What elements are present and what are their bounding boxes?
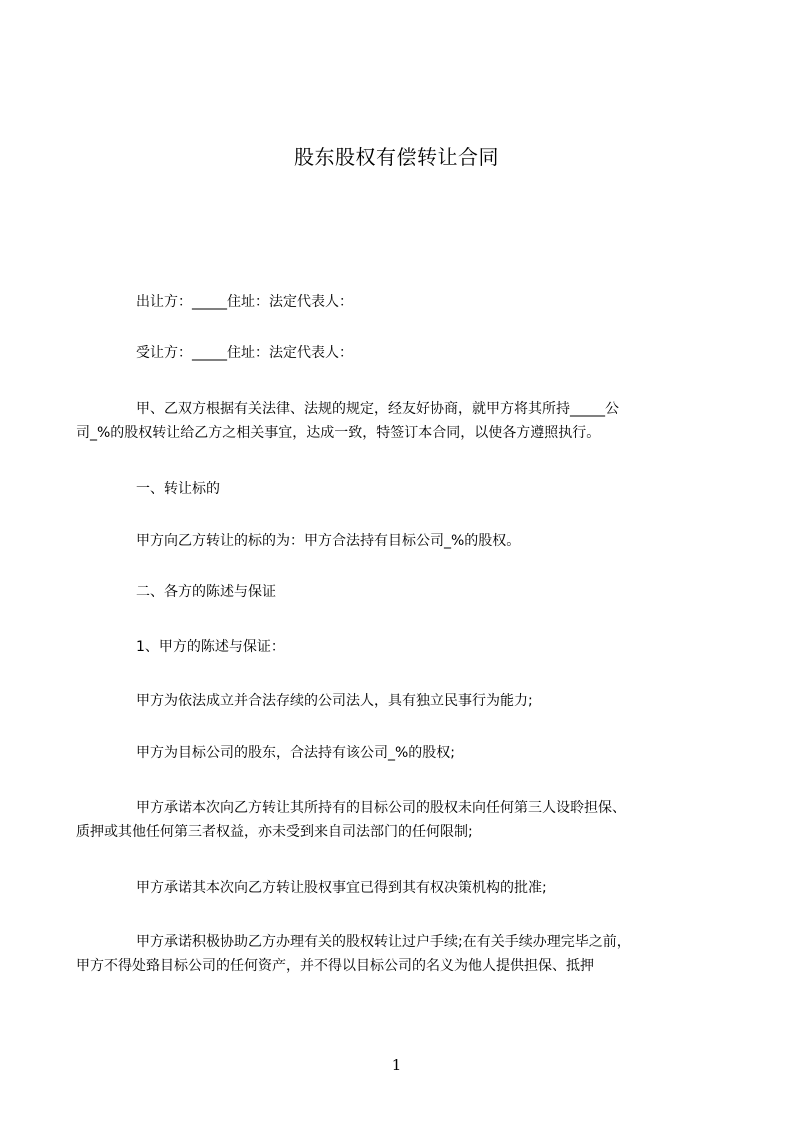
paragraph-line: 1、甲方的陈述与保证： (136, 639, 285, 655)
paragraph-line: 甲方为依法成立并合法存续的公司法人，具有独立民事行为能力; (136, 693, 533, 709)
paragraph-line: 甲方为目标公司的股东，合法持有该公司_%的股权; (136, 745, 456, 761)
paragraph-line: 出让方：_____住址：法定代表人： (136, 294, 353, 310)
paragraph-line: 一、转让标的 (136, 481, 220, 497)
paragraph-line: 甲方承诺其本次向乙方转让股权事宜已得到其有权决策机构的批准; (136, 880, 547, 896)
paragraph-line: 甲、乙双方根据有关法律、法规的规定，经友好协商，就甲方将其所持_____公 (136, 401, 619, 417)
paragraph-line: 质押或其他任何第三者权益，亦未受到来自司法部门的任何限制; (76, 824, 473, 840)
paragraph-line: 司_%的股权转让给乙方之相关事宜，达成一致，特签订本合同，以使各方遵照执行。 (76, 425, 601, 441)
paragraph-no-encumbrance (76, 796, 696, 844)
paragraph-line: 受让方：_____住址：法定代表人： (136, 345, 353, 361)
paragraph-transfer-subject (106, 529, 696, 553)
paragraph-line: 甲方不得处臵目标公司的任何资产，并不得以目标公司的名义为他人提供担保、抵押 (76, 958, 594, 974)
document-title: 股东股权有偿转让合同 (294, 145, 499, 169)
paragraph-preamble (76, 397, 696, 445)
paragraph-line: 二、各方的陈述与保证 (136, 584, 276, 600)
paragraph-line: 甲方承诺积极协助乙方办理有关的股权转让过户手续;在有关手续办理完毕之前， (136, 934, 631, 950)
paragraph-party-a-legal-person (106, 689, 696, 713)
paragraph-transferee (106, 341, 696, 365)
paragraph-line: 甲方承诺本次向乙方转让其所持有的目标公司的股权未向任何第三人设聆担保、 (136, 800, 626, 816)
section-heading-representations (106, 580, 696, 604)
page-number: 1 (391, 1056, 402, 1074)
paragraph-assist-transfer (76, 930, 696, 978)
paragraph-approval (106, 876, 696, 900)
paragraph-party-a-shareholder (106, 741, 696, 765)
section-heading-transfer-subject (106, 477, 696, 501)
paragraph-transferor (106, 290, 696, 314)
subsection-heading-party-a (106, 635, 696, 659)
paragraph-line: 甲方向乙方转让的标的为：甲方合法持有目标公司_%的股权。 (136, 533, 521, 549)
